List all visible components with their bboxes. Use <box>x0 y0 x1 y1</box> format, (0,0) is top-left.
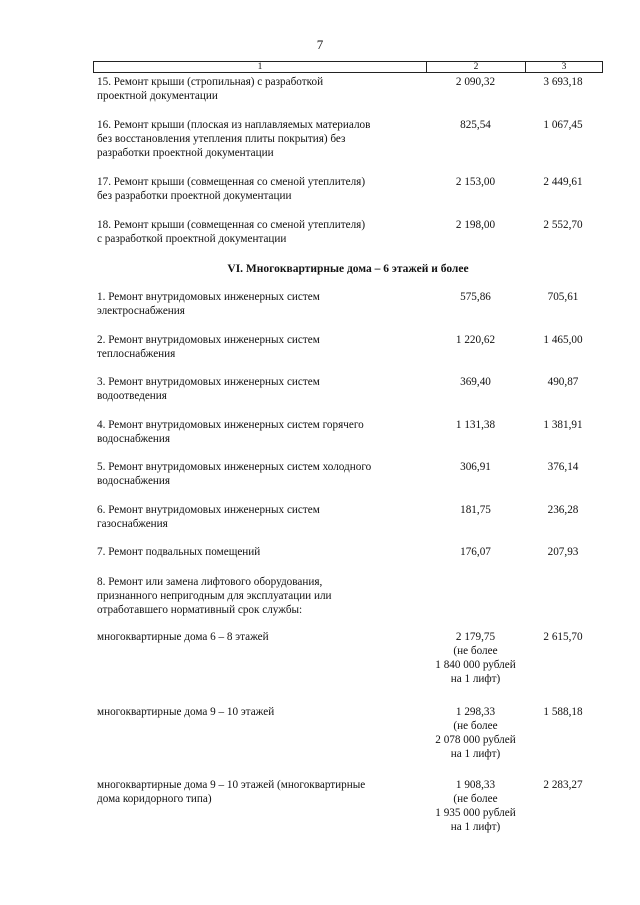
row-value-col3: 705,61 <box>547 291 579 303</box>
value-line: на 1 лифт) <box>450 673 501 685</box>
row-value-col2 <box>426 630 525 686</box>
value-line: (не более <box>453 645 498 657</box>
value-line: 2 078 000 рублей <box>435 734 516 746</box>
description-line: водоснабжения <box>97 475 171 487</box>
value-line: 1 220,62 <box>455 334 496 346</box>
value-line: 2 153,00 <box>455 176 496 188</box>
row-value-col2 <box>426 333 525 347</box>
description-line: газоснабжения <box>97 518 168 530</box>
row-description <box>97 545 423 559</box>
description-line: 8. Ремонт или замена лифтового оборудования, <box>97 576 323 588</box>
row-value-col2 <box>426 705 525 761</box>
row-value-col2 <box>426 290 525 304</box>
value-line: 2 198,00 <box>455 219 496 231</box>
description-line: признанного непригодным для эксплуатации или <box>97 590 332 602</box>
value-line: 369,40 <box>460 376 491 388</box>
row-description <box>97 333 423 361</box>
row-value-col3: 376,14 <box>547 461 579 473</box>
value-line: на 1 лифт) <box>450 748 501 760</box>
row-value-col3: 2 615,70 <box>543 631 583 643</box>
value-line: (не более <box>453 720 498 732</box>
description-line: без восстановления утепления плиты покрытия) без <box>97 133 346 145</box>
value-line: на 1 лифт) <box>450 821 501 833</box>
description-line: 16. Ремонт крыши (плоская из наплавляемых материалов <box>97 119 371 131</box>
value-line: 1 935 000 рублей <box>435 807 516 819</box>
row-value-col3: 490,87 <box>547 376 579 388</box>
description-line: 6. Ремонт внутридомовых инженерных систем <box>97 504 320 516</box>
description-line: дома коридорного типа) <box>97 793 212 805</box>
row-value-col2 <box>426 175 525 189</box>
row-value-col2 <box>426 778 525 834</box>
row-value-col3: 3 693,18 <box>543 76 583 88</box>
row-description <box>97 630 423 644</box>
row-value-col3: 2 449,61 <box>543 176 583 188</box>
description-line: проектной документации <box>97 90 218 102</box>
row-description <box>97 460 423 488</box>
value-line: 1 298,33 <box>455 706 496 718</box>
row-value-col2 <box>426 545 525 559</box>
value-line: 2 179,75 <box>455 631 496 643</box>
row-description <box>97 175 423 203</box>
header-col-3: 3 <box>561 62 567 72</box>
description-line: 3. Ремонт внутридомовых инженерных систем <box>97 376 320 388</box>
row-value-col2 <box>426 375 525 389</box>
description-line: 2. Ремонт внутридомовых инженерных систем <box>97 334 320 346</box>
page-number: 7 <box>316 37 324 52</box>
value-line: 825,54 <box>460 119 491 131</box>
row-description <box>97 705 423 719</box>
row-description <box>97 118 423 160</box>
value-line: (не более <box>453 793 498 805</box>
section-title: VI. Многоквартирные дома – 6 этажей и более <box>227 263 469 275</box>
table-header <box>93 61 603 73</box>
row-description <box>97 575 423 617</box>
description-line: электроснабжения <box>97 305 185 317</box>
description-line: 5. Ремонт внутридомовых инженерных систем холодного <box>97 461 372 473</box>
row-value-col2 <box>426 75 525 89</box>
description-line: отработавшего нормативный срок службы: <box>97 604 303 616</box>
description-line: теплоснабжения <box>97 348 176 360</box>
row-value-col2 <box>426 503 525 517</box>
row-value-col3: 1 588,18 <box>543 706 583 718</box>
row-description <box>97 778 423 806</box>
row-value-col3: 1 465,00 <box>543 334 583 346</box>
description-line: 15. Ремонт крыши (стропильная) с разработкой <box>97 76 324 88</box>
row-value-col3: 2 552,70 <box>543 219 583 231</box>
row-description <box>97 503 423 531</box>
header-col-2: 2 <box>427 62 526 72</box>
description-line: 1. Ремонт внутридомовых инженерных систем <box>97 291 320 303</box>
row-value-col2 <box>426 118 525 132</box>
value-line: 1 908,33 <box>455 779 496 791</box>
description-line: многоквартирные дома 9 – 10 этажей <box>97 706 275 718</box>
header-col-1: 1 <box>94 62 427 72</box>
row-description <box>97 418 423 446</box>
row-value-col2 <box>426 460 525 474</box>
row-value-col2 <box>426 418 525 432</box>
row-value-col3: 207,93 <box>547 546 579 558</box>
row-value-col3: 236,28 <box>547 504 579 516</box>
value-line: 1 840 000 рублей <box>435 659 516 671</box>
description-line: с разработкой проектной документации <box>97 233 287 245</box>
value-line: 176,07 <box>460 546 491 558</box>
value-line: 2 090,32 <box>455 76 496 88</box>
description-line: разработки проектной документации <box>97 147 274 159</box>
value-line: 575,86 <box>460 291 491 303</box>
row-description <box>97 218 423 246</box>
description-line: 4. Ремонт внутридомовых инженерных систем горячего <box>97 419 364 431</box>
description-line: многоквартирные дома 9 – 10 этажей (многоквартирные <box>97 779 366 791</box>
row-description <box>97 290 423 318</box>
description-line: водоотведения <box>97 390 167 402</box>
row-description <box>97 75 423 103</box>
description-line: 17. Ремонт крыши (совмещенная со сменой утеплителя) <box>97 176 366 188</box>
description-line: многоквартирные дома 6 – 8 этажей <box>97 631 269 643</box>
description-line: 7. Ремонт подвальных помещений <box>97 546 261 558</box>
value-line: 306,91 <box>460 461 491 473</box>
row-value-col3: 2 283,27 <box>543 779 583 791</box>
description-line: без разработки проектной документации <box>97 190 292 202</box>
row-value-col3: 1 381,91 <box>543 419 583 431</box>
description-line: водоснабжения <box>97 433 171 445</box>
value-line: 181,75 <box>460 504 491 516</box>
description-line: 18. Ремонт крыши (совмещенная со сменой утеплителя) <box>97 219 366 231</box>
row-description <box>97 375 423 403</box>
row-value-col2 <box>426 218 525 232</box>
row-value-col3: 1 067,45 <box>543 119 583 131</box>
value-line: 1 131,38 <box>455 419 496 431</box>
